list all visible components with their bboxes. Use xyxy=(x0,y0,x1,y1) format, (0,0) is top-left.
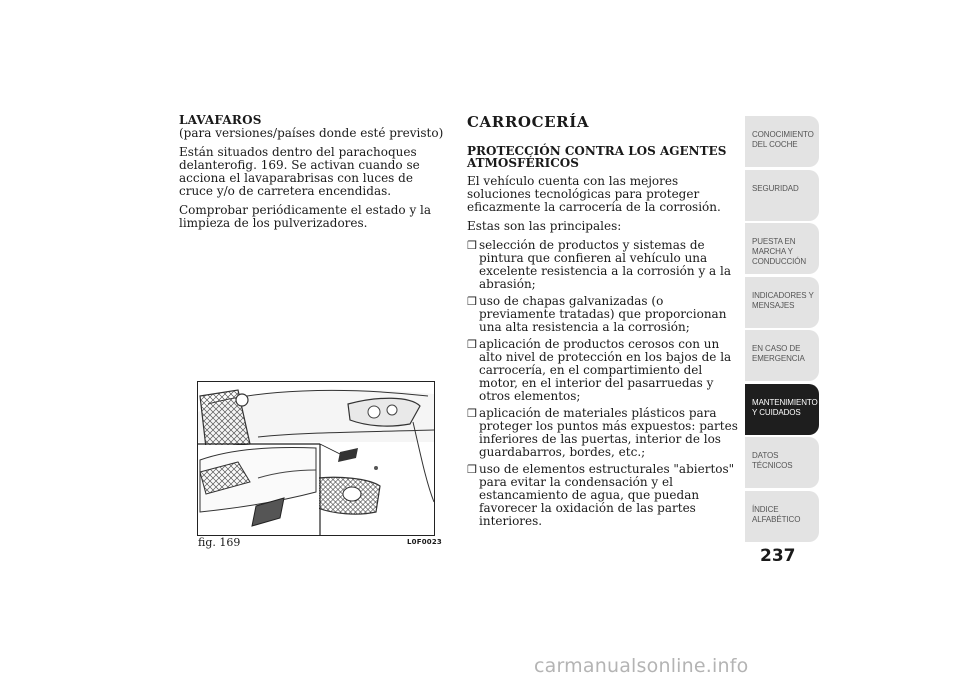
bullet-list xyxy=(467,239,739,528)
tab-seguridad[interactable]: SEGURIDAD xyxy=(745,170,819,221)
checkbox-bullet-icon: ❒ xyxy=(467,239,477,252)
paragraph: Estas son las principales: xyxy=(467,219,622,233)
paragraph: Están situados dentro del parachoques delanterofig. 169. Se activan cuando se acciona el lavaparabrisas con luces de cruce y/o de carretera encendidas. xyxy=(179,145,420,198)
chapter-tabs xyxy=(745,116,819,544)
tab-datos-tecnicos[interactable]: DATOS TÉCNICOS xyxy=(745,437,819,488)
checkbox-bullet-icon: ❒ xyxy=(467,463,477,476)
figure-caption: fig. 169 xyxy=(198,536,241,549)
list-item: ❒ uso de chapas galvanizadas (o previamente tratadas) que proporcionan una alta resistencia a la corrosión; xyxy=(467,294,727,334)
tab-indicadores-y-mensajes[interactable]: INDICADORES Y MENSAJES xyxy=(745,277,819,328)
figure-headlamp-washer xyxy=(197,381,435,536)
tab-indice-alfabetico[interactable]: ÍNDICE ALFABÉTICO xyxy=(745,491,819,542)
section-title-carroceria: CARROCERÍA xyxy=(467,113,590,131)
checkbox-bullet-icon: ❒ xyxy=(467,338,477,351)
list-item: ❒ uso de elementos estructurales "abiertos" para evitar la condensación y el estancamiento de agua, que puedan favorecer la oxidación de las partes interiores. xyxy=(467,462,735,528)
right-column xyxy=(467,114,739,532)
figure-illustration xyxy=(198,382,434,535)
list-item: ❒ aplicación de productos cerosos con un alto nivel de protección en los bajos de la carrocería, en el compartimiento del motor, en el interior del pasarruedas y otros elementos; xyxy=(467,337,732,403)
list-item: ❒ aplicación de materiales plásticos para proteger los puntos más expuestos: partes inferiores de las puertas, interior de los guardabarros, bordes, etc.; xyxy=(467,406,738,459)
page-number: 237 xyxy=(760,546,796,566)
checkbox-bullet-icon: ❒ xyxy=(467,407,477,420)
list-item: ❒ selección de productos y sistemas de pintura que confieren al vehículo una excelente resistencia a la corrosión y a la abrasión; xyxy=(467,238,732,291)
section-heading-lavafaros: LAVAFAROS xyxy=(179,113,262,127)
paragraph: El vehículo cuenta con las mejores soluciones tecnológicas para proteger eficazmente la carrocería de la corrosión. xyxy=(467,174,721,214)
watermark: carmanualsonline.info xyxy=(534,655,749,677)
checkbox-bullet-icon: ❒ xyxy=(467,295,477,308)
figure-code: L0F0023 xyxy=(407,538,442,546)
subsection-title: PROTECCIÓN CONTRA LOS AGENTES ATMOSFÉRICOS xyxy=(467,144,727,170)
emblem-icon xyxy=(236,394,248,406)
tab-conocimiento-del-coche[interactable]: CONOCIMIENTO DEL COCHE xyxy=(745,116,819,167)
section-subheading: (para versiones/países donde esté previsto) xyxy=(179,126,444,140)
left-column xyxy=(179,114,447,236)
paragraph: Comprobar periódicamente el estado y la limpieza de los pulverizadores. xyxy=(179,203,432,230)
tab-en-caso-de-emergencia[interactable]: EN CASO DE EMERGENCIA xyxy=(745,330,819,381)
tab-mantenimiento-y-cuidados[interactable]: MANTENIMIENTO Y CUIDADOS xyxy=(745,384,819,435)
tab-puesta-en-marcha[interactable]: PUESTA EN MARCHA Y CONDUCCIÓN xyxy=(745,223,819,274)
